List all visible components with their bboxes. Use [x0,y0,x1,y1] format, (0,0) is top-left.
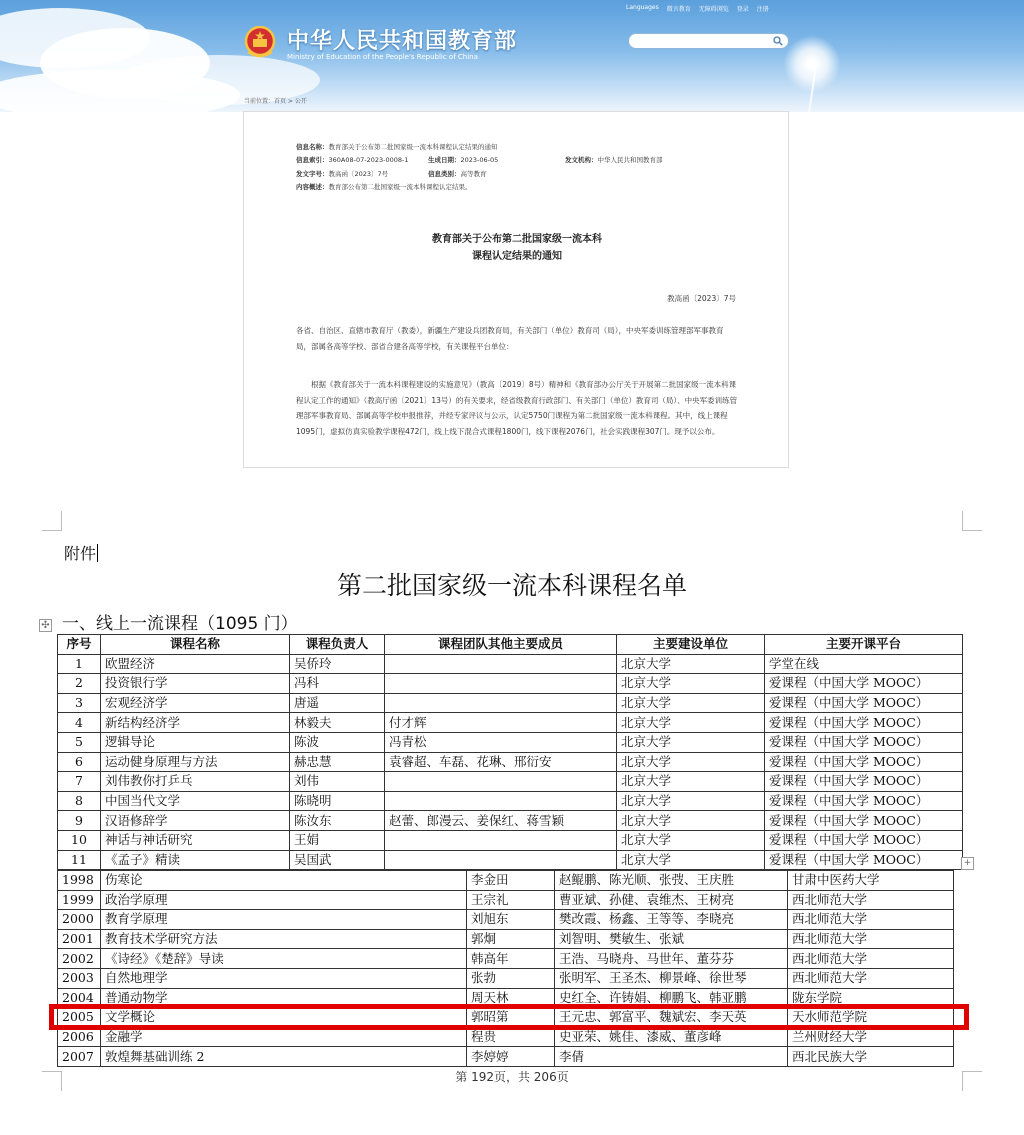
cell-lead: 赫忠慧 [290,752,385,772]
page-corner-mark [962,511,982,531]
meta-category-value: 高等教育 [460,170,487,178]
cell-course: 投资银行学 [101,674,290,694]
cell-unit: 北京大学 [617,674,765,694]
cell-course: 文学概论 [101,1008,467,1028]
cell-team [385,772,617,792]
meta-index-label: 信息索引： [296,156,329,164]
cell-platform: 爱课程（中国大学 MOOC） [765,732,963,752]
register-link[interactable]: 注册 [756,6,769,13]
meta-docno-row [296,169,388,178]
cell-lead: 韩高年 [467,949,555,969]
cell-lead: 王娟 [290,830,385,850]
meta-category-row [428,169,487,178]
article-title [244,231,789,265]
table-row [58,910,954,930]
cell-unit: 北京大学 [617,850,765,870]
cell-index: 2006 [58,1027,101,1047]
cell-lead: 林毅夫 [290,713,385,733]
cell-platform: 爱课程（中国大学 MOOC） [765,850,963,870]
cell-lead: 程贵 [467,1027,555,1047]
meta-org-row [565,155,663,164]
cell-course: 《孟子》精读 [101,850,290,870]
cell-unit: 北京大学 [617,732,765,752]
cell-platform: 爱课程（中国大学 MOOC） [765,693,963,713]
table-row [58,929,954,949]
cell-lead: 张勃 [467,968,555,988]
cell-unit: 西北师范大学 [788,910,954,930]
cell-index: 1999 [58,890,101,910]
cell-lead: 刘伟 [290,772,385,792]
cell-course: 金融学 [101,1027,467,1047]
cell-team: 史红全、许铸娟、柳鹏飞、韩亚鹏 [555,988,788,1008]
cell-lead: 刘旭东 [467,910,555,930]
site-name-cn[interactable]: 中华人民共和国教育部 [287,29,518,54]
table-row [58,1027,954,1047]
meta-index-row [296,155,409,164]
article-panel [243,111,789,468]
table-row [58,654,963,674]
cell-platform: 爱课程（中国大学 MOOC） [765,674,963,694]
cell-unit: 甘肃中医药大学 [788,871,954,891]
section-heading: 一、线上一流课程（1095 门） [62,614,298,634]
cell-course: 《诗经》《楚辞》导读 [101,949,467,969]
cell-platform: 爱课程（中国大学 MOOC） [765,830,963,850]
cell-index: 2003 [58,968,101,988]
cell-index: 2005 [58,1008,101,1028]
cell-index: 7 [58,772,101,792]
cell-index: 1998 [58,871,101,891]
cell-unit: 西北师范大学 [788,968,954,988]
cell-platform: 学堂在线 [765,654,963,674]
cell-lead: 吴侨玲 [290,654,385,674]
cell-index: 9 [58,811,101,831]
table-row [58,949,954,969]
meta-docno-value: 教高函〔2023〕7号 [328,170,389,178]
cell-course: 新结构经济学 [101,713,290,733]
list-title: 第二批国家级一流本科课程名单 [336,571,687,600]
languages-link[interactable]: Languages [626,4,659,11]
cell-index: 2 [58,674,101,694]
cell-index: 5 [58,732,101,752]
cell-team: 王元忠、郭富平、魏斌宏、李天英 [555,1008,788,1028]
table-row [58,811,963,831]
meta-summary-row [296,182,472,191]
cell-index: 1 [58,654,101,674]
cell-course: 伤寒论 [101,871,467,891]
search-icon[interactable] [773,36,783,46]
cell-team: 樊改霞、杨鑫、王等等、李晓亮 [555,910,788,930]
cell-course: 欧盟经济 [101,654,290,674]
cell-team [385,693,617,713]
cell-platform: 爱课程（中国大学 MOOC） [765,811,963,831]
cell-index: 3 [58,693,101,713]
cell-lead: 陈汝东 [290,811,385,831]
top-links [626,4,769,13]
cell-team [385,674,617,694]
cell-lead: 陈波 [290,732,385,752]
table-row [58,713,963,733]
cell-course: 刘伟教你打乒乓 [101,772,290,792]
cell-index: 2001 [58,929,101,949]
cell-unit: 北京大学 [617,791,765,811]
cell-index: 4 [58,713,101,733]
cell-course: 中国当代文学 [101,791,290,811]
cell-course: 宏观经济学 [101,693,290,713]
meta-docno-label: 发文字号： [296,170,329,178]
course-table-continued [57,870,954,1067]
table-row [58,871,954,891]
table-row [58,968,954,988]
table-row [58,850,963,870]
page-number: 第 192页，共 206页 [455,1070,569,1084]
highlight-box [49,1004,969,1030]
cell-team [385,654,617,674]
cell-lead: 李婷婷 [467,1047,555,1067]
article-paragraph-recipients: 各省、自治区、直辖市教育厅（教委），新疆生产建设兵团教育局，有关部门（单位）教育司（局），中央军委训练管理部军事教育局，部属各高等学校、部省合建各高等学校，有关课程平台单位： [296,326,724,351]
cell-unit: 西北师范大学 [788,929,954,949]
table-row [58,732,963,752]
table-row [58,830,963,850]
cell-platform: 爱课程（中国大学 MOOC） [765,791,963,811]
cell-team: 付才辉 [385,713,617,733]
meta-org-label: 发文机构： [565,156,598,164]
cell-unit: 北京大学 [617,752,765,772]
cell-team: 赵蕾、郎漫云、姜保红、蒋雪颖 [385,811,617,831]
cell-lead: 冯科 [290,674,385,694]
cell-team: 冯青松 [385,732,617,752]
header-index: 序号 [58,635,101,655]
cell-team [385,850,617,870]
header-lead: 课程负责人 [290,635,385,655]
cell-lead: 唐遥 [290,693,385,713]
cell-platform: 爱课程（中国大学 MOOC） [765,713,963,733]
meta-name-label: 信息名称： [296,143,329,151]
table-row [58,674,963,694]
cell-course: 神话与神话研究 [101,830,290,850]
cell-unit: 北京大学 [617,772,765,792]
cell-team: 曹亚斌、孙健、袁维杰、王树亮 [555,890,788,910]
cell-index: 8 [58,791,101,811]
cell-unit: 北京大学 [617,693,765,713]
table-row [58,693,963,713]
cell-course: 汉语修辞学 [101,811,290,831]
cell-team: 袁睿超、车磊、花琳、邢衍安 [385,752,617,772]
cell-unit: 天水师范学院 [788,1008,954,1028]
weiyan-link[interactable]: 微言教育 [666,6,691,13]
cell-team: 王浩、马晓舟、马世年、董芬芬 [555,949,788,969]
cell-unit: 西北师范大学 [788,890,954,910]
attachment-label [64,541,98,564]
cell-course: 逻辑导论 [101,732,290,752]
cell-team [385,830,617,850]
cell-index: 6 [58,752,101,772]
cell-course: 普通动物学 [101,988,467,1008]
cell-unit: 北京大学 [617,654,765,674]
meta-date-value: 2023-06-05 [460,156,499,164]
cell-team: 史亚荣、姚佳、漆威、董彦峰 [555,1027,788,1047]
cell-index: 10 [58,830,101,850]
add-row-icon[interactable]: + [961,857,974,870]
table-move-handle-icon[interactable]: ✣ [39,619,52,632]
accessibility-link[interactable]: 无障碍浏览 [698,6,729,13]
cell-lead: 郭昭第 [467,1008,555,1028]
cell-course: 自然地理学 [101,968,467,988]
cell-unit: 西北师范大学 [788,949,954,969]
cell-unit: 北京大学 [617,713,765,733]
cell-unit: 陇东学院 [788,988,954,1008]
cell-index: 2002 [58,949,101,969]
meta-date-row [428,155,498,164]
article-title-line1: 教育部关于公布第二批国家级一流本科 [432,234,602,245]
cell-platform: 爱课程（中国大学 MOOC） [765,752,963,772]
page-corner-mark [42,511,62,531]
cell-unit: 兰州财经大学 [788,1027,954,1047]
cell-lead: 郭炯 [467,929,555,949]
table-row [58,752,963,772]
meta-org-value: 中华人民共和国教育部 [597,156,663,164]
cell-index: 2000 [58,910,101,930]
header-unit: 主要建设单位 [617,635,765,655]
header-course-name: 课程名称 [101,635,290,655]
table-row [58,1047,954,1067]
cell-team: 张明军、王圣杰、柳景峰、徐世琴 [555,968,788,988]
attachment-text: 附件 [64,544,97,563]
table-row [58,772,963,792]
national-emblem-icon [244,26,276,60]
search-input[interactable] [628,33,789,49]
cell-course: 教育技术学研究方法 [101,929,467,949]
cell-lead: 李金田 [467,871,555,891]
meta-summary-label: 内容概述： [296,183,329,191]
cell-team: 赵鲲鹏、陈光顺、张弢、王庆胜 [555,871,788,891]
article-title-line2: 课程认定结果的通知 [472,251,562,262]
cell-unit: 北京大学 [617,811,765,831]
cell-lead: 吴国武 [290,850,385,870]
cell-index: 2007 [58,1047,101,1067]
table-row [58,890,954,910]
document-number: 教高函〔2023〕7号 [667,294,736,303]
text-cursor [97,544,98,562]
meta-name-row [296,142,498,151]
cell-index: 11 [58,850,101,870]
site-name-en: Ministry of Education of the People's Republic of China [287,53,478,61]
cell-lead: 周天林 [467,988,555,1008]
cell-unit: 西北民族大学 [788,1047,954,1067]
cell-team: 刘智明、樊敏生、张斌 [555,929,788,949]
cell-course: 政治学原理 [101,890,467,910]
meta-name-value: 教育部关于公布第二批国家级一流本科课程认定结果的通知 [328,143,498,151]
meta-index-value: 360A08-07-2023-0008-1 [328,156,409,164]
cell-unit: 北京大学 [617,830,765,850]
cell-platform: 爱课程（中国大学 MOOC） [765,772,963,792]
cell-course: 敦煌舞基础训练 2 [101,1047,467,1067]
cell-team [385,791,617,811]
breadcrumb[interactable]: 当前位置：首页 > 公开 [244,98,307,105]
meta-category-label: 信息类别： [428,170,461,178]
meta-date-label: 生成日期： [428,156,461,164]
table-header-row [58,635,963,655]
meta-summary-value: 教育部公布第二批国家级一流本科课程认定结果。 [328,183,472,191]
cell-course: 运动健身原理与方法 [101,752,290,772]
cell-lead: 王宗礼 [467,890,555,910]
cell-lead: 陈晓明 [290,791,385,811]
cell-course: 教育学原理 [101,910,467,930]
site-header [0,0,1024,112]
header-platform: 主要开课平台 [765,635,963,655]
course-table-online [57,634,963,870]
article-paragraph-body: 根据《教育部关于一流本科课程建设的实施意见》（教高〔2019〕8号）精神和《教育部办公厅关于开展第二批国家级一流本科课程认定工作的通知》（教高厅函〔2021〕13号）的有关要求，经省级教育行政部门、有关部门（单位）教育司（局）、中央军委训练管理部军事教育局、部属高等学校申报推荐，并经专家评议与公示，认定5750门课程为第二批国家级一流本科课程。其中，线上课程1095门，虚拟仿真实验教学课程472门，线上线下混合式课程1800门，线下课程2076门，社会实践课程307门。现予以公布。 [296,380,738,436]
cell-index: 2004 [58,988,101,1008]
login-link[interactable]: 登录 [736,6,749,13]
header-team: 课程团队其他主要成员 [385,635,617,655]
cell-team: 李倩 [555,1047,788,1067]
table-row [58,791,963,811]
